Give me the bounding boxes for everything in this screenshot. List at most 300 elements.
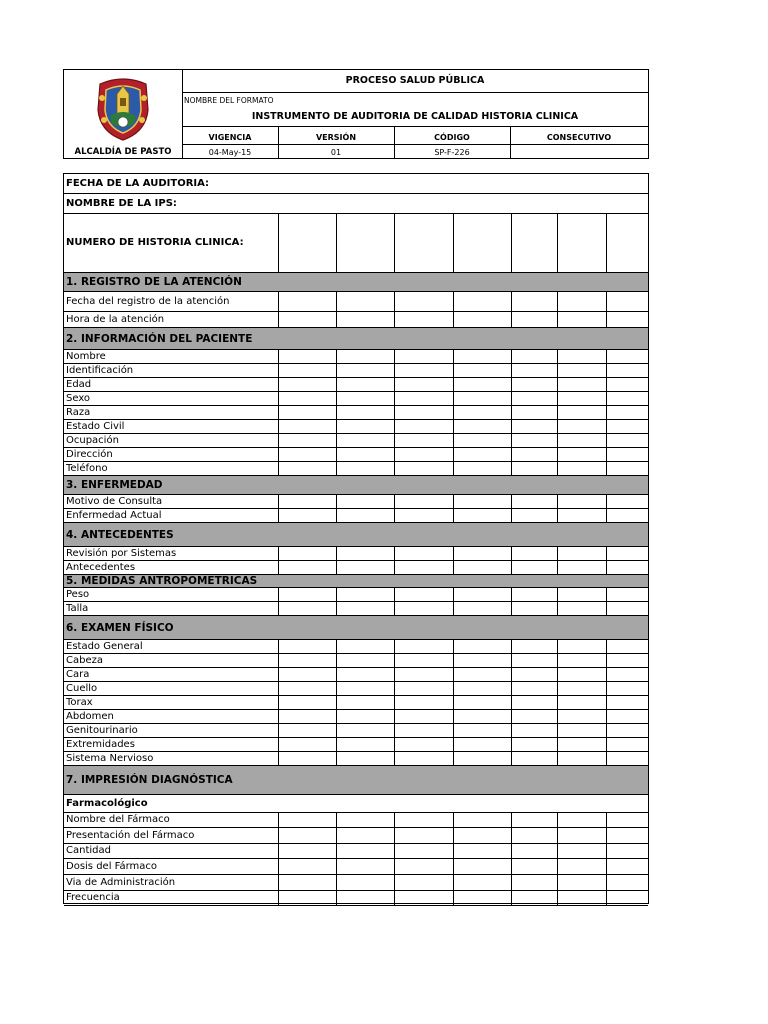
grid-cell-divider <box>511 495 512 508</box>
checklist-row-label: Peso <box>66 589 90 600</box>
grid-cell-divider <box>606 813 607 827</box>
grid-cell-divider <box>453 509 454 522</box>
grid-cell-divider <box>453 378 454 391</box>
grid-cell-divider <box>278 509 279 522</box>
grid-cell-divider <box>606 292 607 311</box>
grid-cell-divider <box>606 364 607 377</box>
checklist-row <box>64 547 648 561</box>
checklist-row-label: Nombre del Fármaco <box>66 814 170 825</box>
grid-cell-divider <box>278 602 279 615</box>
checklist-row-label: Cantidad <box>66 845 111 856</box>
grid-cell-divider <box>336 364 337 377</box>
grid-cell-divider <box>278 696 279 709</box>
grid-cell-divider <box>336 378 337 391</box>
checklist-row <box>64 724 648 738</box>
grid-cell-divider <box>394 654 395 667</box>
grid-cell-divider <box>336 710 337 723</box>
grid-cell-divider <box>453 350 454 363</box>
grid-cell-divider <box>278 214 279 272</box>
grid-cell-divider <box>511 640 512 653</box>
checklist-row <box>64 495 648 509</box>
grid-cell-divider <box>557 828 558 843</box>
grid-cell-divider <box>511 588 512 601</box>
checklist-row <box>64 710 648 724</box>
grid-cell-divider <box>394 509 395 522</box>
grid-cell-divider <box>453 588 454 601</box>
grid-cell-divider <box>394 561 395 574</box>
subsection-header-label: Farmacológico <box>66 798 148 809</box>
grid-cell-divider <box>336 561 337 574</box>
grid-cell-divider <box>511 891 512 905</box>
checklist-row <box>64 378 648 392</box>
grid-cell-divider <box>453 844 454 858</box>
grid-cell-divider <box>278 392 279 405</box>
grid-cell-divider <box>511 710 512 723</box>
grid-cell-divider <box>394 495 395 508</box>
grid-cell-divider <box>557 561 558 574</box>
checklist-row-label: Genitourinario <box>66 725 138 736</box>
grid-cell-divider <box>336 813 337 827</box>
section-header <box>64 766 648 795</box>
checklist-row <box>64 420 648 434</box>
format-label: NOMBRE DEL FORMATO <box>184 96 274 105</box>
section-header-label: 5. MEDIDAS ANTROPOMETRICAS <box>66 575 258 587</box>
checklist-row <box>64 406 648 420</box>
grid-cell-divider <box>394 312 395 327</box>
grid-cell-divider <box>336 844 337 858</box>
grid-cell-divider <box>336 602 337 615</box>
grid-cell-divider <box>278 844 279 858</box>
grid-cell-divider <box>336 738 337 751</box>
checklist-row-label: Torax <box>66 697 93 708</box>
grid-cell-divider <box>606 844 607 858</box>
grid-cell-divider <box>511 350 512 363</box>
grid-cell-divider <box>394 828 395 843</box>
section-header <box>64 523 648 547</box>
checklist-row-label: Nombre <box>66 351 106 362</box>
grid-cell-divider <box>394 448 395 461</box>
grid-cell-divider <box>394 602 395 615</box>
grid-cell-divider <box>511 547 512 560</box>
grid-cell-divider <box>606 875 607 890</box>
grid-cell-divider <box>557 292 558 311</box>
grid-cell-divider <box>606 828 607 843</box>
grid-cell-divider <box>453 710 454 723</box>
grid-cell-divider <box>453 312 454 327</box>
grid-cell-divider <box>394 724 395 737</box>
checklist-row-label: Via de Administración <box>66 877 176 888</box>
grid-cell-divider <box>336 859 337 874</box>
checklist-row <box>64 891 648 906</box>
grid-cell-divider <box>394 434 395 447</box>
grid-cell-divider <box>557 392 558 405</box>
grid-cell-divider <box>511 214 512 272</box>
grid-cell-divider <box>278 682 279 695</box>
checklist-row <box>64 588 648 602</box>
grid-cell-divider <box>511 752 512 765</box>
grid-cell-divider <box>336 292 337 311</box>
checklist-row <box>64 434 648 448</box>
grid-cell-divider <box>511 844 512 858</box>
grid-cell-divider <box>511 448 512 461</box>
grid-cell-divider <box>336 696 337 709</box>
checklist-row-label: Fecha del registro de la atención <box>66 296 230 307</box>
grid-cell-divider <box>278 752 279 765</box>
grid-cell-divider <box>453 292 454 311</box>
grid-cell-divider <box>606 378 607 391</box>
section-header <box>64 476 648 495</box>
grid-cell-divider <box>606 509 607 522</box>
grid-cell-divider <box>394 640 395 653</box>
checklist-row-label: Raza <box>66 407 91 418</box>
checklist-row-label: Estado General <box>66 641 143 652</box>
grid-cell-divider <box>606 588 607 601</box>
grid-cell-divider <box>394 392 395 405</box>
codigo-value: SP-F-226 <box>434 148 470 157</box>
form-field-row <box>64 174 648 194</box>
form-field-row-label: FECHA DE LA AUDITORIA: <box>66 178 210 189</box>
grid-cell-divider <box>453 813 454 827</box>
form-field-row <box>64 194 648 214</box>
checklist-row <box>64 509 648 523</box>
grid-cell-divider <box>511 654 512 667</box>
grid-cell-divider <box>606 752 607 765</box>
grid-cell-divider <box>557 813 558 827</box>
grid-cell-divider <box>278 434 279 447</box>
grid-cell-divider <box>278 420 279 433</box>
grid-cell-divider <box>557 364 558 377</box>
codigo-label: CÓDIGO <box>434 133 470 142</box>
grid-cell-divider <box>453 724 454 737</box>
checklist-row-label: Dirección <box>66 449 113 460</box>
checklist-row-label: Cuello <box>66 683 98 694</box>
grid-cell-divider <box>278 292 279 311</box>
grid-cell-divider <box>453 214 454 272</box>
checklist-row <box>64 312 648 328</box>
grid-cell-divider <box>511 668 512 681</box>
grid-cell-divider <box>557 602 558 615</box>
grid-cell-divider <box>336 420 337 433</box>
grid-cell-divider <box>453 448 454 461</box>
grid-cell-divider <box>336 312 337 327</box>
grid-cell-divider <box>278 710 279 723</box>
format-name: INSTRUMENTO DE AUDITORIA DE CALIDAD HISTORIA CLINICA <box>251 111 579 122</box>
checklist-row-label: Sexo <box>66 393 91 404</box>
checklist-row-label: Edad <box>66 379 92 390</box>
checklist-row <box>64 561 648 575</box>
subsection-header <box>64 795 648 813</box>
checklist-row-label: Abdomen <box>66 711 114 722</box>
grid-cell-divider <box>453 891 454 905</box>
coat-of-arms-logo <box>90 76 156 142</box>
grid-cell-divider <box>557 214 558 272</box>
grid-cell-divider <box>394 696 395 709</box>
grid-cell-divider <box>453 654 454 667</box>
grid-cell-divider <box>278 448 279 461</box>
grid-cell-divider <box>606 350 607 363</box>
grid-cell-divider <box>278 495 279 508</box>
grid-cell-divider <box>278 588 279 601</box>
grid-cell-divider <box>557 738 558 751</box>
grid-cell-divider <box>557 378 558 391</box>
grid-cell-divider <box>606 406 607 419</box>
grid-cell-divider <box>511 392 512 405</box>
grid-cell-divider <box>394 752 395 765</box>
checklist-row-label: Antecedentes <box>66 562 136 573</box>
grid-cell-divider <box>453 364 454 377</box>
document-header <box>63 69 649 159</box>
grid-cell-divider <box>394 859 395 874</box>
checklist-row-label: Ocupación <box>66 435 119 446</box>
grid-cell-divider <box>511 434 512 447</box>
grid-cell-divider <box>557 891 558 905</box>
grid-cell-divider <box>511 682 512 695</box>
grid-cell-divider <box>278 654 279 667</box>
grid-cell-divider <box>606 859 607 874</box>
grid-cell-divider <box>278 813 279 827</box>
section-header-label: 3. ENFERMEDAD <box>66 479 163 491</box>
grid-cell-divider <box>557 696 558 709</box>
grid-cell-divider <box>606 561 607 574</box>
grid-cell-divider <box>511 462 512 475</box>
section-header-label: 4. ANTECEDENTES <box>66 529 174 541</box>
grid-cell-divider <box>557 312 558 327</box>
checklist-row <box>64 640 648 654</box>
grid-cell-divider <box>278 859 279 874</box>
grid-cell-divider <box>394 844 395 858</box>
grid-cell-divider <box>557 462 558 475</box>
grid-cell-divider <box>606 696 607 709</box>
checklist-row <box>64 738 648 752</box>
grid-cell-divider <box>453 434 454 447</box>
grid-cell-divider <box>394 710 395 723</box>
checklist-row <box>64 828 648 844</box>
grid-cell-divider <box>336 891 337 905</box>
checklist-row-label: Cara <box>66 669 90 680</box>
grid-cell-divider <box>606 602 607 615</box>
checklist-row-label: Cabeza <box>66 655 103 666</box>
grid-cell-divider <box>511 696 512 709</box>
vigencia-value: 04-May-15 <box>208 148 252 157</box>
grid-cell-divider <box>453 406 454 419</box>
grid-cell-divider <box>511 406 512 419</box>
grid-cell-divider <box>557 710 558 723</box>
checklist-row-label: Enfermedad Actual <box>66 510 162 521</box>
checklist-row-label: Sistema Nervioso <box>66 753 154 764</box>
grid-cell-divider <box>394 462 395 475</box>
grid-cell-divider <box>557 350 558 363</box>
grid-cell-divider <box>336 509 337 522</box>
grid-cell-divider <box>453 875 454 890</box>
checklist-row-label: Identificación <box>66 365 134 376</box>
checklist-row-label: Extremidades <box>66 739 135 750</box>
grid-cell-divider <box>453 495 454 508</box>
grid-cell-divider <box>606 462 607 475</box>
grid-cell-divider <box>453 561 454 574</box>
grid-cell-divider <box>557 724 558 737</box>
grid-cell-divider <box>336 406 337 419</box>
grid-cell-divider <box>394 588 395 601</box>
grid-cell-divider <box>511 378 512 391</box>
checklist-row <box>64 875 648 891</box>
grid-cell-divider <box>336 434 337 447</box>
grid-cell-divider <box>557 495 558 508</box>
grid-cell-divider <box>336 392 337 405</box>
checklist-row-label: Dosis del Fármaco <box>66 861 158 872</box>
grid-cell-divider <box>606 495 607 508</box>
grid-cell-divider <box>453 547 454 560</box>
version-label: VERSIÓN <box>315 133 357 142</box>
checklist-row-label: Frecuencia <box>66 892 120 903</box>
grid-cell-divider <box>278 561 279 574</box>
grid-cell-divider <box>453 738 454 751</box>
grid-cell-divider <box>336 875 337 890</box>
logo-cell <box>64 70 183 158</box>
grid-cell-divider <box>511 561 512 574</box>
grid-cell-divider <box>336 654 337 667</box>
grid-cell-divider <box>278 891 279 905</box>
organization-name: ALCALDÍA DE PASTO <box>74 147 172 157</box>
grid-cell-divider <box>606 547 607 560</box>
checklist-row-label: Hora de la atención <box>66 314 165 325</box>
grid-cell-divider <box>511 420 512 433</box>
grid-cell-divider <box>394 875 395 890</box>
grid-cell-divider <box>511 813 512 827</box>
grid-cell-divider <box>278 828 279 843</box>
grid-cell-divider <box>557 588 558 601</box>
grid-cell-divider <box>394 547 395 560</box>
grid-cell-divider <box>557 509 558 522</box>
grid-cell-divider <box>278 668 279 681</box>
grid-cell-divider <box>394 364 395 377</box>
checklist-row-label: Presentación del Fármaco <box>66 830 195 841</box>
grid-cell-divider <box>511 828 512 843</box>
grid-cell-divider <box>453 420 454 433</box>
section-header-label: 6. EXAMEN FÍSICO <box>66 622 174 634</box>
grid-cell-divider <box>336 668 337 681</box>
grid-cell-divider <box>606 448 607 461</box>
checklist-row <box>64 696 648 710</box>
grid-cell-divider <box>394 292 395 311</box>
grid-cell-divider <box>394 668 395 681</box>
grid-cell-divider <box>511 364 512 377</box>
grid-cell-divider <box>453 602 454 615</box>
checklist-row <box>64 844 648 859</box>
form-field-row-label: NUMERO DE HISTORIA CLINICA: <box>66 237 244 248</box>
grid-cell-divider <box>336 682 337 695</box>
checklist-row-label: Estado Civil <box>66 421 125 432</box>
version-value: 01 <box>330 148 342 157</box>
checklist-row-label: Teléfono <box>66 463 108 474</box>
grid-cell-divider <box>394 891 395 905</box>
grid-cell-divider <box>453 640 454 653</box>
grid-cell-divider <box>453 682 454 695</box>
grid-cell-divider <box>453 668 454 681</box>
checklist-row-label: Motivo de Consulta <box>66 496 163 507</box>
grid-cell-divider <box>511 859 512 874</box>
checklist-row <box>64 654 648 668</box>
grid-cell-divider <box>394 738 395 751</box>
section-header-label: 1. REGISTRO DE LA ATENCIÓN <box>66 276 242 288</box>
grid-cell-divider <box>606 654 607 667</box>
checklist-row <box>64 462 648 476</box>
grid-cell-divider <box>336 462 337 475</box>
grid-cell-divider <box>511 312 512 327</box>
checklist-row <box>64 392 648 406</box>
grid-cell-divider <box>453 392 454 405</box>
grid-cell-divider <box>394 378 395 391</box>
grid-cell-divider <box>336 350 337 363</box>
form-field-row <box>64 214 648 273</box>
section-header <box>64 273 648 292</box>
grid-cell-divider <box>336 640 337 653</box>
grid-cell-divider <box>511 602 512 615</box>
grid-cell-divider <box>557 752 558 765</box>
vigencia-label: VIGENCIA <box>208 133 252 142</box>
grid-cell-divider <box>394 214 395 272</box>
grid-cell-divider <box>557 682 558 695</box>
form-field-row-label: NOMBRE DE LA IPS: <box>66 198 177 209</box>
grid-cell-divider <box>394 406 395 419</box>
grid-cell-divider <box>606 434 607 447</box>
checklist-row <box>64 448 648 462</box>
grid-cell-divider <box>557 668 558 681</box>
grid-cell-divider <box>278 724 279 737</box>
grid-cell-divider <box>453 828 454 843</box>
grid-cell-divider <box>557 875 558 890</box>
grid-cell-divider <box>278 312 279 327</box>
section-header <box>64 575 648 588</box>
grid-cell-divider <box>278 738 279 751</box>
grid-cell-divider <box>336 752 337 765</box>
grid-cell-divider <box>394 813 395 827</box>
grid-cell-divider <box>606 738 607 751</box>
grid-cell-divider <box>453 462 454 475</box>
checklist-row <box>64 602 648 616</box>
grid-cell-divider <box>557 547 558 560</box>
grid-cell-divider <box>278 378 279 391</box>
grid-cell-divider <box>606 640 607 653</box>
grid-cell-divider <box>606 392 607 405</box>
grid-cell-divider <box>606 312 607 327</box>
grid-cell-divider <box>511 875 512 890</box>
grid-cell-divider <box>278 350 279 363</box>
grid-cell-divider <box>557 844 558 858</box>
grid-cell-divider <box>453 859 454 874</box>
checklist-row <box>64 364 648 378</box>
grid-cell-divider <box>557 859 558 874</box>
grid-cell-divider <box>278 406 279 419</box>
section-header-label: 7. IMPRESIÓN DIAGNÓSTICA <box>66 774 233 786</box>
grid-cell-divider <box>453 752 454 765</box>
grid-cell-divider <box>453 696 454 709</box>
grid-cell-divider <box>511 292 512 311</box>
grid-cell-divider <box>557 434 558 447</box>
grid-cell-divider <box>394 350 395 363</box>
checklist-row <box>64 292 648 312</box>
grid-cell-divider <box>394 682 395 695</box>
checklist-row-label: Talla <box>66 603 89 614</box>
grid-cell-divider <box>606 420 607 433</box>
grid-cell-divider <box>557 406 558 419</box>
grid-cell-divider <box>557 448 558 461</box>
checklist-row <box>64 350 648 364</box>
grid-cell-divider <box>336 724 337 737</box>
grid-cell-divider <box>606 668 607 681</box>
grid-cell-divider <box>606 724 607 737</box>
checklist-row <box>64 682 648 696</box>
grid-cell-divider <box>278 462 279 475</box>
